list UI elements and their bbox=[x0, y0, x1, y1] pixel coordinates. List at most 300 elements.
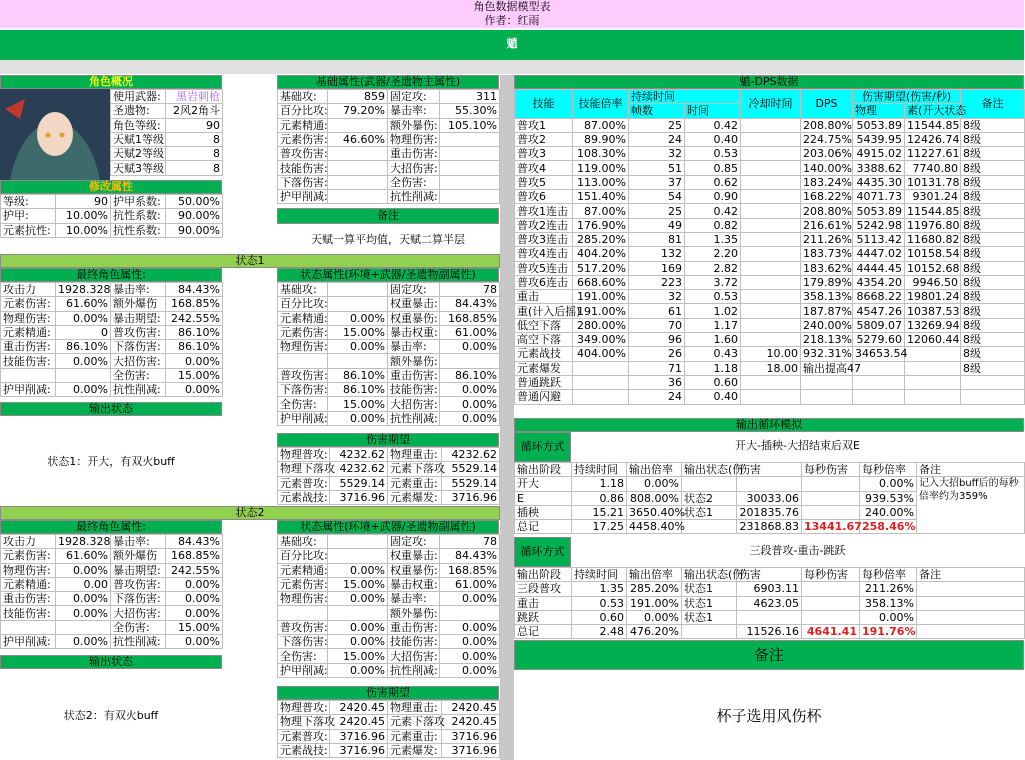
dps-cell: 1.60 bbox=[685, 333, 741, 347]
s1-attr-cell: 15.00% bbox=[328, 325, 388, 339]
base-cell bbox=[328, 175, 388, 189]
c2-cell: 285.20% bbox=[627, 582, 682, 596]
s1-exp-cell: 3716.96 bbox=[330, 490, 388, 504]
state2-output-header: 输出状态 bbox=[0, 655, 222, 669]
c1-cell: 15.21 bbox=[572, 505, 627, 519]
dps-row bbox=[515, 147, 1025, 161]
dps-cell: 280.00% bbox=[573, 318, 629, 332]
s2-final-cell: 0.00% bbox=[166, 606, 223, 620]
s1-final-row bbox=[1, 297, 223, 311]
c1-head-cell: 每秒伤害 bbox=[802, 463, 860, 477]
dps-cell: 208.80% bbox=[801, 204, 853, 218]
state1-output-text: 状态1：开大，有双火buff bbox=[47, 455, 175, 468]
dps-cell: 224.75% bbox=[801, 132, 853, 146]
dps-cell: 151.40% bbox=[573, 190, 629, 204]
dps-cell: 4354.20 bbox=[853, 275, 905, 289]
s2-final-cell: 61.60% bbox=[56, 549, 111, 563]
dps-cell: 8级 bbox=[961, 247, 1025, 261]
s1-attr-cell: 额外暴伤: bbox=[388, 354, 440, 368]
dps-cell: 1.35 bbox=[685, 232, 741, 246]
c1-cell bbox=[682, 477, 737, 491]
dps-cell: 8级 bbox=[961, 333, 1025, 347]
s2-final-cell: 护甲削减: bbox=[1, 635, 56, 649]
s1-final-cell: 86.10% bbox=[166, 325, 223, 339]
state1-final-table bbox=[0, 282, 223, 397]
base-row bbox=[278, 90, 500, 104]
dps-cell: 4915.02 bbox=[853, 147, 905, 161]
s2-attr-cell: 权重暴伤: bbox=[388, 563, 440, 577]
s2-exp-cell: 物理重击: bbox=[388, 701, 442, 715]
base-cell: 百分比攻: bbox=[278, 104, 328, 118]
s2-final-cell: 1928.328 bbox=[56, 535, 111, 549]
base-cell: 暴击率: bbox=[388, 104, 440, 118]
dps-cell: 普攻4连击 bbox=[515, 247, 573, 261]
dps-cell: 25 bbox=[629, 204, 685, 218]
dps-row bbox=[515, 347, 1025, 361]
c1-cell: 0.86 bbox=[572, 491, 627, 505]
c2-cell: 0.00% bbox=[627, 610, 682, 624]
c1-head-cell: 持续时间 bbox=[572, 463, 627, 477]
dps-cell bbox=[573, 361, 629, 375]
s1-final-cell: 0 bbox=[56, 325, 111, 339]
dps-cell bbox=[905, 390, 961, 404]
c1-head-row bbox=[515, 463, 1025, 477]
dps-cell: 11544.85 bbox=[905, 118, 961, 132]
dps-row bbox=[515, 218, 1025, 232]
state2-attr-header: 状态属性(环境+武器/圣遗物副属性) bbox=[277, 520, 499, 534]
dps-cell: 132 bbox=[629, 247, 685, 261]
dps-cell: 24 bbox=[629, 390, 685, 404]
dps-h-elem: 素(开大状态 bbox=[905, 104, 961, 118]
c1-cell: 开大 bbox=[515, 477, 572, 491]
dps-row bbox=[515, 275, 1025, 289]
dps-row bbox=[515, 318, 1025, 332]
overview-cell: 天赋2等级 bbox=[111, 147, 166, 161]
dps-cell bbox=[741, 304, 801, 318]
dps-cell bbox=[853, 390, 905, 404]
s2-attr-cell: 78 bbox=[440, 535, 500, 549]
c2-cell: 211.26% bbox=[860, 582, 917, 596]
dps-cell bbox=[961, 390, 1025, 404]
s1-attr-cell: 技能伤害: bbox=[388, 383, 440, 397]
dps-cell: 4071.73 bbox=[853, 190, 905, 204]
c2-head-cell: 每秒倍率 bbox=[860, 568, 917, 582]
dps-cell: 7740.80 bbox=[905, 161, 961, 175]
state1-attr-header: 状态属性(环境+武器/圣遗物副属性) bbox=[277, 268, 499, 282]
base-cell bbox=[440, 190, 500, 204]
s2-attr-cell: 元素伤害: bbox=[278, 577, 328, 591]
dps-cell bbox=[741, 290, 801, 304]
dps-cell: 37 bbox=[629, 175, 685, 189]
s2-exp-cell: 3716.96 bbox=[330, 743, 388, 757]
dps-cell: 25 bbox=[629, 118, 685, 132]
dps-cell: 5053.89 bbox=[853, 118, 905, 132]
dps-row bbox=[515, 290, 1025, 304]
s1-attr-cell bbox=[328, 297, 388, 311]
dps-cell: 176.90% bbox=[573, 218, 629, 232]
dps-cell: 0.82 bbox=[685, 218, 741, 232]
s1-attr-cell: 0.00% bbox=[328, 411, 388, 425]
base-cell: 全伤害: bbox=[388, 175, 440, 189]
dps-cell bbox=[741, 190, 801, 204]
s1-final-cell: 168.85% bbox=[166, 297, 223, 311]
dps-cell bbox=[741, 132, 801, 146]
s1-final-row bbox=[1, 383, 223, 397]
s1-final-cell: 15.00% bbox=[166, 368, 223, 382]
c2-cell: 6903.11 bbox=[737, 582, 802, 596]
c1-cell: 13441.67 bbox=[802, 520, 860, 534]
s1-final-row bbox=[1, 311, 223, 325]
s1-attr-cell bbox=[328, 354, 388, 368]
dps-row bbox=[515, 375, 1025, 389]
c2-cell: 11526.16 bbox=[737, 625, 802, 639]
dps-cell: 0.62 bbox=[685, 175, 741, 189]
dps-cell: 36 bbox=[629, 375, 685, 389]
dps-row bbox=[515, 361, 1025, 375]
dps-cell: 1.18 bbox=[685, 361, 741, 375]
dps-row bbox=[515, 390, 1025, 404]
overview-cell: 8 bbox=[166, 161, 223, 175]
s2-final-cell bbox=[1, 620, 56, 634]
s2-attr-row bbox=[278, 577, 500, 591]
c2-cell bbox=[682, 625, 737, 639]
c2-cell: 191.00% bbox=[627, 596, 682, 610]
c1-head-cell: 输出状态(伤 bbox=[682, 463, 737, 477]
dps-cell: 10152.68 bbox=[905, 261, 961, 275]
dps-cell: 普攻2连击 bbox=[515, 218, 573, 232]
mod-cell: 90.00% bbox=[166, 209, 223, 223]
dps-cell: 8级 bbox=[961, 161, 1025, 175]
c2-head-cell: 输出阶段 bbox=[515, 568, 572, 582]
state1-attr-table bbox=[277, 282, 500, 426]
dps-cell: 9946.50 bbox=[905, 275, 961, 289]
dps-cell: 5113.42 bbox=[853, 232, 905, 246]
dps-cell: 0.53 bbox=[685, 147, 741, 161]
c1-cell: 17.25 bbox=[572, 520, 627, 534]
base-cell: 46.60% bbox=[328, 132, 388, 146]
s1-final-cell: 下落伤害: bbox=[111, 340, 166, 354]
c2-cell bbox=[917, 582, 1025, 596]
dps-cell: 普攻3连击 bbox=[515, 232, 573, 246]
dps-cell: 8级 bbox=[961, 275, 1025, 289]
mod-cell: 元素抗性: bbox=[1, 223, 56, 237]
c1-cell: E bbox=[515, 491, 572, 505]
s2-final-cell: 15.00% bbox=[166, 620, 223, 634]
c1-cell bbox=[737, 477, 802, 491]
base-cell: 物理伤害: bbox=[388, 132, 440, 146]
c2-row bbox=[515, 625, 1025, 639]
s1-final-cell: 抗性削减: bbox=[111, 383, 166, 397]
s2-exp-cell: 2420.45 bbox=[442, 715, 500, 729]
s1-final-cell: 0.00% bbox=[56, 354, 111, 368]
s1-attr-cell: 0.00% bbox=[328, 311, 388, 325]
dps-cell: 普攻1连击 bbox=[515, 204, 573, 218]
s2-attr-cell: 抗性削减: bbox=[388, 663, 440, 677]
s1-attr-cell: 15.00% bbox=[328, 397, 388, 411]
s1-attr-cell: 0.00% bbox=[440, 397, 500, 411]
dps-cell: 8级 bbox=[961, 304, 1025, 318]
dps-cell: 普攻3 bbox=[515, 147, 573, 161]
dps-cell: 168.22% bbox=[801, 190, 853, 204]
s1-attr-row bbox=[278, 297, 500, 311]
overview-header: 角色概况 bbox=[0, 75, 222, 89]
dps-cell bbox=[741, 161, 801, 175]
s2-final-cell: 0.00% bbox=[166, 592, 223, 606]
s2-final-cell: 物理伤害: bbox=[1, 563, 56, 577]
c2-cell: 三段普攻 bbox=[515, 582, 572, 596]
c1-cell: 1.18 bbox=[572, 477, 627, 491]
s2-final-cell: 0.00% bbox=[56, 635, 111, 649]
s2-final-cell: 0.00% bbox=[56, 563, 111, 577]
dps-cell: 208.80% bbox=[801, 118, 853, 132]
s1-attr-cell: 0.00% bbox=[440, 411, 500, 425]
dps-cell: 元素爆发 bbox=[515, 361, 573, 375]
dps-cell: 183.73% bbox=[801, 247, 853, 261]
base-cell bbox=[328, 190, 388, 204]
dps-cell: 404.00% bbox=[573, 347, 629, 361]
dps-cell: 普通跳跃 bbox=[515, 375, 573, 389]
s1-attr-row bbox=[278, 340, 500, 354]
s2-attr-row bbox=[278, 563, 500, 577]
dps-cell: 1.17 bbox=[685, 318, 741, 332]
s2-final-cell: 技能伤害: bbox=[1, 606, 56, 620]
c2-cell: 0.60 bbox=[572, 610, 627, 624]
base-cell: 大招伤害: bbox=[388, 161, 440, 175]
s1-attr-cell bbox=[328, 283, 388, 297]
dps-cell: 8级 bbox=[961, 347, 1025, 361]
s2-attr-cell: 额外暴伤: bbox=[388, 606, 440, 620]
dps-cell bbox=[741, 218, 801, 232]
s1-attr-cell: 86.10% bbox=[440, 368, 500, 382]
dps-cell: 8级 bbox=[961, 261, 1025, 275]
s1-final-cell: 0.00% bbox=[166, 354, 223, 368]
s2-final-cell: 168.85% bbox=[166, 549, 223, 563]
cycle1-note: 记入大招buff后的每秒倍率约为359% bbox=[917, 477, 1025, 534]
dps-cell: 87.00% bbox=[573, 118, 629, 132]
s2-final-cell: 重击伤害: bbox=[1, 592, 56, 606]
c1-cell: 201835.76 bbox=[737, 505, 802, 519]
base-cell: 普攻伤害: bbox=[278, 147, 328, 161]
s2-final-row bbox=[1, 592, 223, 606]
s1-attr-cell: 0.00% bbox=[440, 383, 500, 397]
dps-cell bbox=[853, 375, 905, 389]
dps-cell: 11227.61 bbox=[905, 147, 961, 161]
dps-cell bbox=[741, 232, 801, 246]
dps-cell: 8级 bbox=[961, 147, 1025, 161]
dps-cell: 普攻6 bbox=[515, 190, 573, 204]
c1-head-cell: 备注 bbox=[917, 463, 1025, 477]
s2-final-row bbox=[1, 549, 223, 563]
dps-h-dps: DPS bbox=[801, 90, 853, 119]
s2-final-cell: 暴击期望: bbox=[111, 563, 166, 577]
dps-cell: 输出提高47 bbox=[801, 361, 853, 375]
overview-cell: 天赋1等级 bbox=[111, 132, 166, 146]
s1-final-cell: 61.60% bbox=[56, 297, 111, 311]
dps-h-skill: 技能 bbox=[515, 90, 573, 119]
dps-row bbox=[515, 232, 1025, 246]
c2-cell: 4623.05 bbox=[737, 596, 802, 610]
s2-attr-cell bbox=[328, 606, 388, 620]
base-cell: 护甲削减: bbox=[278, 190, 328, 204]
overview-row bbox=[111, 90, 223, 104]
c1-cell bbox=[802, 491, 860, 505]
s1-attr-row bbox=[278, 368, 500, 382]
overview-row bbox=[111, 161, 223, 175]
s1-attr-cell: 168.85% bbox=[440, 311, 500, 325]
sim-remark-text: 杯子选用风伤杯 bbox=[716, 706, 822, 725]
dps-cell: 低空下落 bbox=[515, 318, 573, 332]
dps-cell: 26 bbox=[629, 347, 685, 361]
s1-attr-cell: 权重暴击: bbox=[388, 297, 440, 311]
c1-cell: 258.46% bbox=[860, 520, 917, 534]
s1-exp-row bbox=[278, 476, 500, 490]
dps-cell: 3.72 bbox=[685, 275, 741, 289]
s2-final-row bbox=[1, 620, 223, 634]
c1-cell: 状态1 bbox=[682, 505, 737, 519]
s1-final-row bbox=[1, 325, 223, 339]
s2-attr-cell: 0.00% bbox=[328, 592, 388, 606]
s1-exp-cell: 物理下落攻 bbox=[278, 462, 330, 476]
overview-row bbox=[111, 118, 223, 132]
c1-cell: 状态2 bbox=[682, 491, 737, 505]
s2-attr-cell bbox=[278, 606, 328, 620]
base-header: 基础属性(武器/圣遗物主属性) bbox=[277, 75, 499, 89]
base-cell bbox=[440, 161, 500, 175]
c2-cell bbox=[802, 582, 860, 596]
base-row bbox=[278, 175, 500, 189]
c1-cell: 939.53% bbox=[860, 491, 917, 505]
state2-header: 状态2 bbox=[0, 506, 500, 520]
dps-cell: 51 bbox=[629, 161, 685, 175]
state2-final-header: 最终角色属性: bbox=[0, 520, 222, 534]
dps-cell: 113.00% bbox=[573, 175, 629, 189]
s2-attr-cell: 物理伤害: bbox=[278, 592, 328, 606]
dps-cell: 普攻5连击 bbox=[515, 261, 573, 275]
base-row bbox=[278, 104, 500, 118]
mod-cell: 10.00% bbox=[56, 209, 111, 223]
dps-cell: 2.20 bbox=[685, 247, 741, 261]
c2-head-cell: 持续时间 bbox=[572, 568, 627, 582]
dps-cell: 10131.78 bbox=[905, 175, 961, 189]
dps-cell: 32 bbox=[629, 147, 685, 161]
s1-exp-row bbox=[278, 448, 500, 462]
s1-final-cell: 0.00% bbox=[56, 383, 111, 397]
s1-exp-cell: 元素下落攻 bbox=[388, 462, 442, 476]
s2-final-cell: 0.00% bbox=[56, 606, 111, 620]
s2-final-cell: 0.00 bbox=[56, 577, 111, 591]
dps-cell: 0.42 bbox=[685, 118, 741, 132]
s2-attr-cell: 基础攻: bbox=[278, 535, 328, 549]
s2-attr-cell: 全伤害: bbox=[278, 649, 328, 663]
base-row bbox=[278, 132, 500, 146]
sheet-author: 作者：红雨 bbox=[0, 14, 1024, 28]
overview-cell: 8 bbox=[166, 132, 223, 146]
dps-h-time: 时间 bbox=[685, 104, 741, 118]
cycle2-table bbox=[514, 567, 1025, 639]
dps-cell: 8级 bbox=[961, 290, 1025, 304]
s2-final-cell: 大招伤害: bbox=[111, 606, 166, 620]
s1-attr-row bbox=[278, 411, 500, 425]
s1-attr-cell: 普攻伤害: bbox=[278, 368, 328, 382]
dps-cell: 89.90% bbox=[573, 132, 629, 146]
mod-cell: 90 bbox=[56, 195, 111, 209]
s1-final-row bbox=[1, 368, 223, 382]
dps-row bbox=[515, 333, 1025, 347]
dps-cell: 4444.45 bbox=[853, 261, 905, 275]
dps-cell: 18.00 bbox=[741, 361, 801, 375]
s1-exp-cell: 元素普攻: bbox=[278, 476, 330, 490]
s2-attr-row bbox=[278, 535, 500, 549]
dps-cell: 8级 bbox=[961, 175, 1025, 189]
s2-attr-cell: 0.00% bbox=[328, 563, 388, 577]
base-cell: 抗性削减: bbox=[388, 190, 440, 204]
s1-attr-cell: 基础攻: bbox=[278, 283, 328, 297]
dps-cell: 81 bbox=[629, 232, 685, 246]
s1-attr-cell: 86.10% bbox=[328, 383, 388, 397]
overview-cell: 90 bbox=[166, 118, 223, 132]
s2-exp-cell: 物理普攻: bbox=[278, 701, 330, 715]
c2-cell: 2.48 bbox=[572, 625, 627, 639]
c2-cell bbox=[802, 596, 860, 610]
dps-cell: 8级 bbox=[961, 190, 1025, 204]
dps-cell bbox=[801, 390, 853, 404]
s2-final-cell: 0.00% bbox=[166, 577, 223, 591]
mod-cell: 10.00% bbox=[56, 223, 111, 237]
c1-cell: 30033.06 bbox=[737, 491, 802, 505]
dps-cell: 0.60 bbox=[685, 375, 741, 389]
dps-cell: 5242.98 bbox=[853, 218, 905, 232]
s2-final-cell: 0.00% bbox=[56, 592, 111, 606]
c2-cell bbox=[917, 625, 1025, 639]
c1-head-cell: 每秒倍率 bbox=[860, 463, 917, 477]
overview-cell: 黑岩刺枪 bbox=[166, 90, 223, 104]
dps-h-phys: 物理 bbox=[853, 104, 905, 118]
dps-cell: 223 bbox=[629, 275, 685, 289]
dps-row bbox=[515, 204, 1025, 218]
overview-cell: 8 bbox=[166, 147, 223, 161]
s2-final-cell bbox=[56, 620, 111, 634]
c2-cell bbox=[917, 610, 1025, 624]
dps-cell: 32 bbox=[629, 290, 685, 304]
s2-exp-cell: 3716.96 bbox=[442, 743, 500, 757]
dps-cell: 4447.02 bbox=[853, 247, 905, 261]
s2-exp-cell: 元素普攻: bbox=[278, 729, 330, 743]
base-cell: 55.30% bbox=[440, 104, 500, 118]
overview-cell: 2风2角斗 bbox=[166, 104, 223, 118]
s2-exp-cell: 元素重击: bbox=[388, 729, 442, 743]
base-cell: 105.10% bbox=[440, 118, 500, 132]
dps-cell: 3388.62 bbox=[853, 161, 905, 175]
s1-final-cell: 普攻伤害: bbox=[111, 325, 166, 339]
dps-cell: 13269.94 bbox=[905, 318, 961, 332]
dps-cell: 8级 bbox=[961, 218, 1025, 232]
s1-attr-cell: 固定攻: bbox=[388, 283, 440, 297]
s2-exp-cell: 元素下落攻 bbox=[388, 715, 442, 729]
c2-cell: 358.13% bbox=[860, 596, 917, 610]
dps-cell bbox=[741, 204, 801, 218]
s1-attr-cell: 大招伤害: bbox=[388, 397, 440, 411]
s1-attr-cell: 下落伤害: bbox=[278, 383, 328, 397]
s2-attr-row bbox=[278, 649, 500, 663]
s2-attr-row bbox=[278, 635, 500, 649]
cycle1-table bbox=[514, 462, 1025, 534]
s2-exp-cell: 元素战技: bbox=[278, 743, 330, 757]
c2-row bbox=[515, 596, 1025, 610]
s2-attr-row bbox=[278, 549, 500, 563]
s1-attr-cell bbox=[440, 354, 500, 368]
s2-exp-cell: 2420.45 bbox=[330, 701, 388, 715]
c2-row bbox=[515, 582, 1025, 596]
